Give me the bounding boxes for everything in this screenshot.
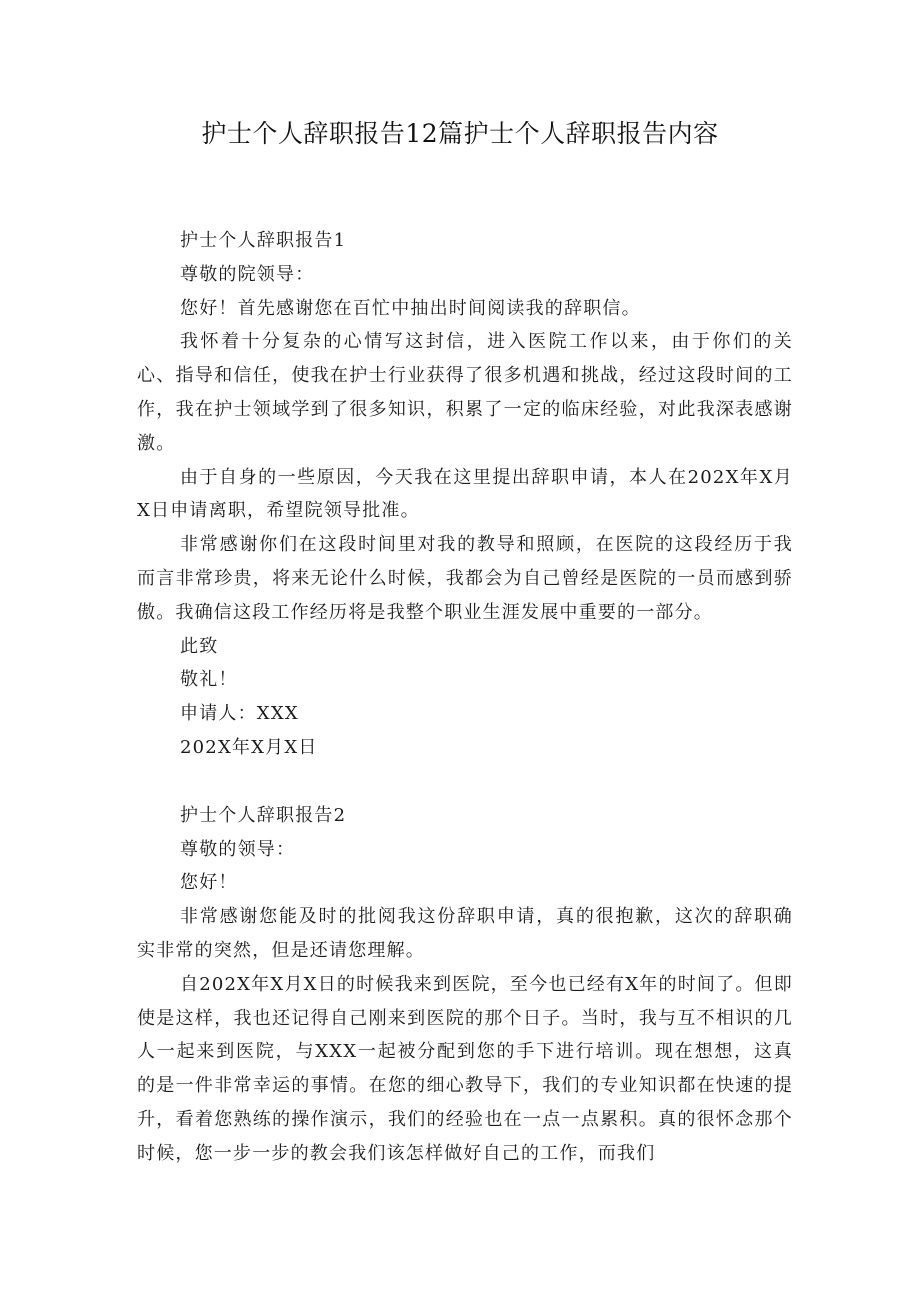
letter1-closing: 此致 <box>180 635 219 657</box>
letter1-heading: 护士个人辞职报告1 <box>180 230 347 251</box>
document-body <box>137 224 793 1171</box>
letter2-greeting: 您好！ <box>180 872 238 894</box>
letter2-salutation: 尊敬的领导： <box>180 838 296 860</box>
letter1-paragraph: 非常感谢你们在这段时间里对我的教导和照顾，在医院的这段经历于我而言非常珍贵，将来无论什么时候，我都会为自己曾经是医院的一员而感到骄傲。我确信这段工作经历将是我整个职业生涯发展中重要的一部分。 <box>137 534 793 623</box>
letter2-paragraph: 自202X年X月X日的时候我来到医院，至今也已经有X年的时间了。但即使是这样，我也还记得自己刚来到医院的那个日子。当时，我与互不相识的几人一起来到医院，与XXX一起被分配到您的手下进行培训。现在想想，这真的是一件非常幸运的事情。在您的细心教导下，我们的专业知识都在快速的提升，看着您熟练的操作演示，我们的经验也在一点一点累积。真的很怀念那个时候，您一步一步的教会我们该怎样做好自己的工作，而我们 <box>137 973 793 1164</box>
letter1-applicant: 申请人：XXX <box>180 703 299 725</box>
letter2-paragraph: 非常感谢您能及时的批阅我这份辞职申请，真的很抱歉，这次的辞职确实非常的突然，但是还请您理解。 <box>137 906 793 961</box>
letter1-paragraph: 我怀着十分复杂的心情写这封信，进入医院工作以来，由于你们的关心、指导和信任，使我在护士行业获得了很多机遇和挑战，经过这段时间的工作，我在护士领域学到了很多知识，积累了一定的临床经验，对此我深表感谢激。 <box>137 331 793 454</box>
document-title: 护士个人辞职报告12篇护士个人辞职报告内容 <box>201 119 719 148</box>
letter1-paragraph: 您好！首先感谢您在百忙中抽出时间阅读我的辞职信。 <box>180 297 641 319</box>
letter1-closing: 敬礼！ <box>180 669 238 691</box>
letter1-date: 202X年X月X日 <box>180 736 318 758</box>
letter2-heading: 护士个人辞职报告2 <box>180 804 347 826</box>
letter1-paragraph: 由于自身的一些原因，今天我在这里提出辞职申请，本人在202X年X月X日申请离职，希望院领导批准。 <box>137 466 793 522</box>
letter1-salutation: 尊敬的院领导： <box>180 263 315 285</box>
